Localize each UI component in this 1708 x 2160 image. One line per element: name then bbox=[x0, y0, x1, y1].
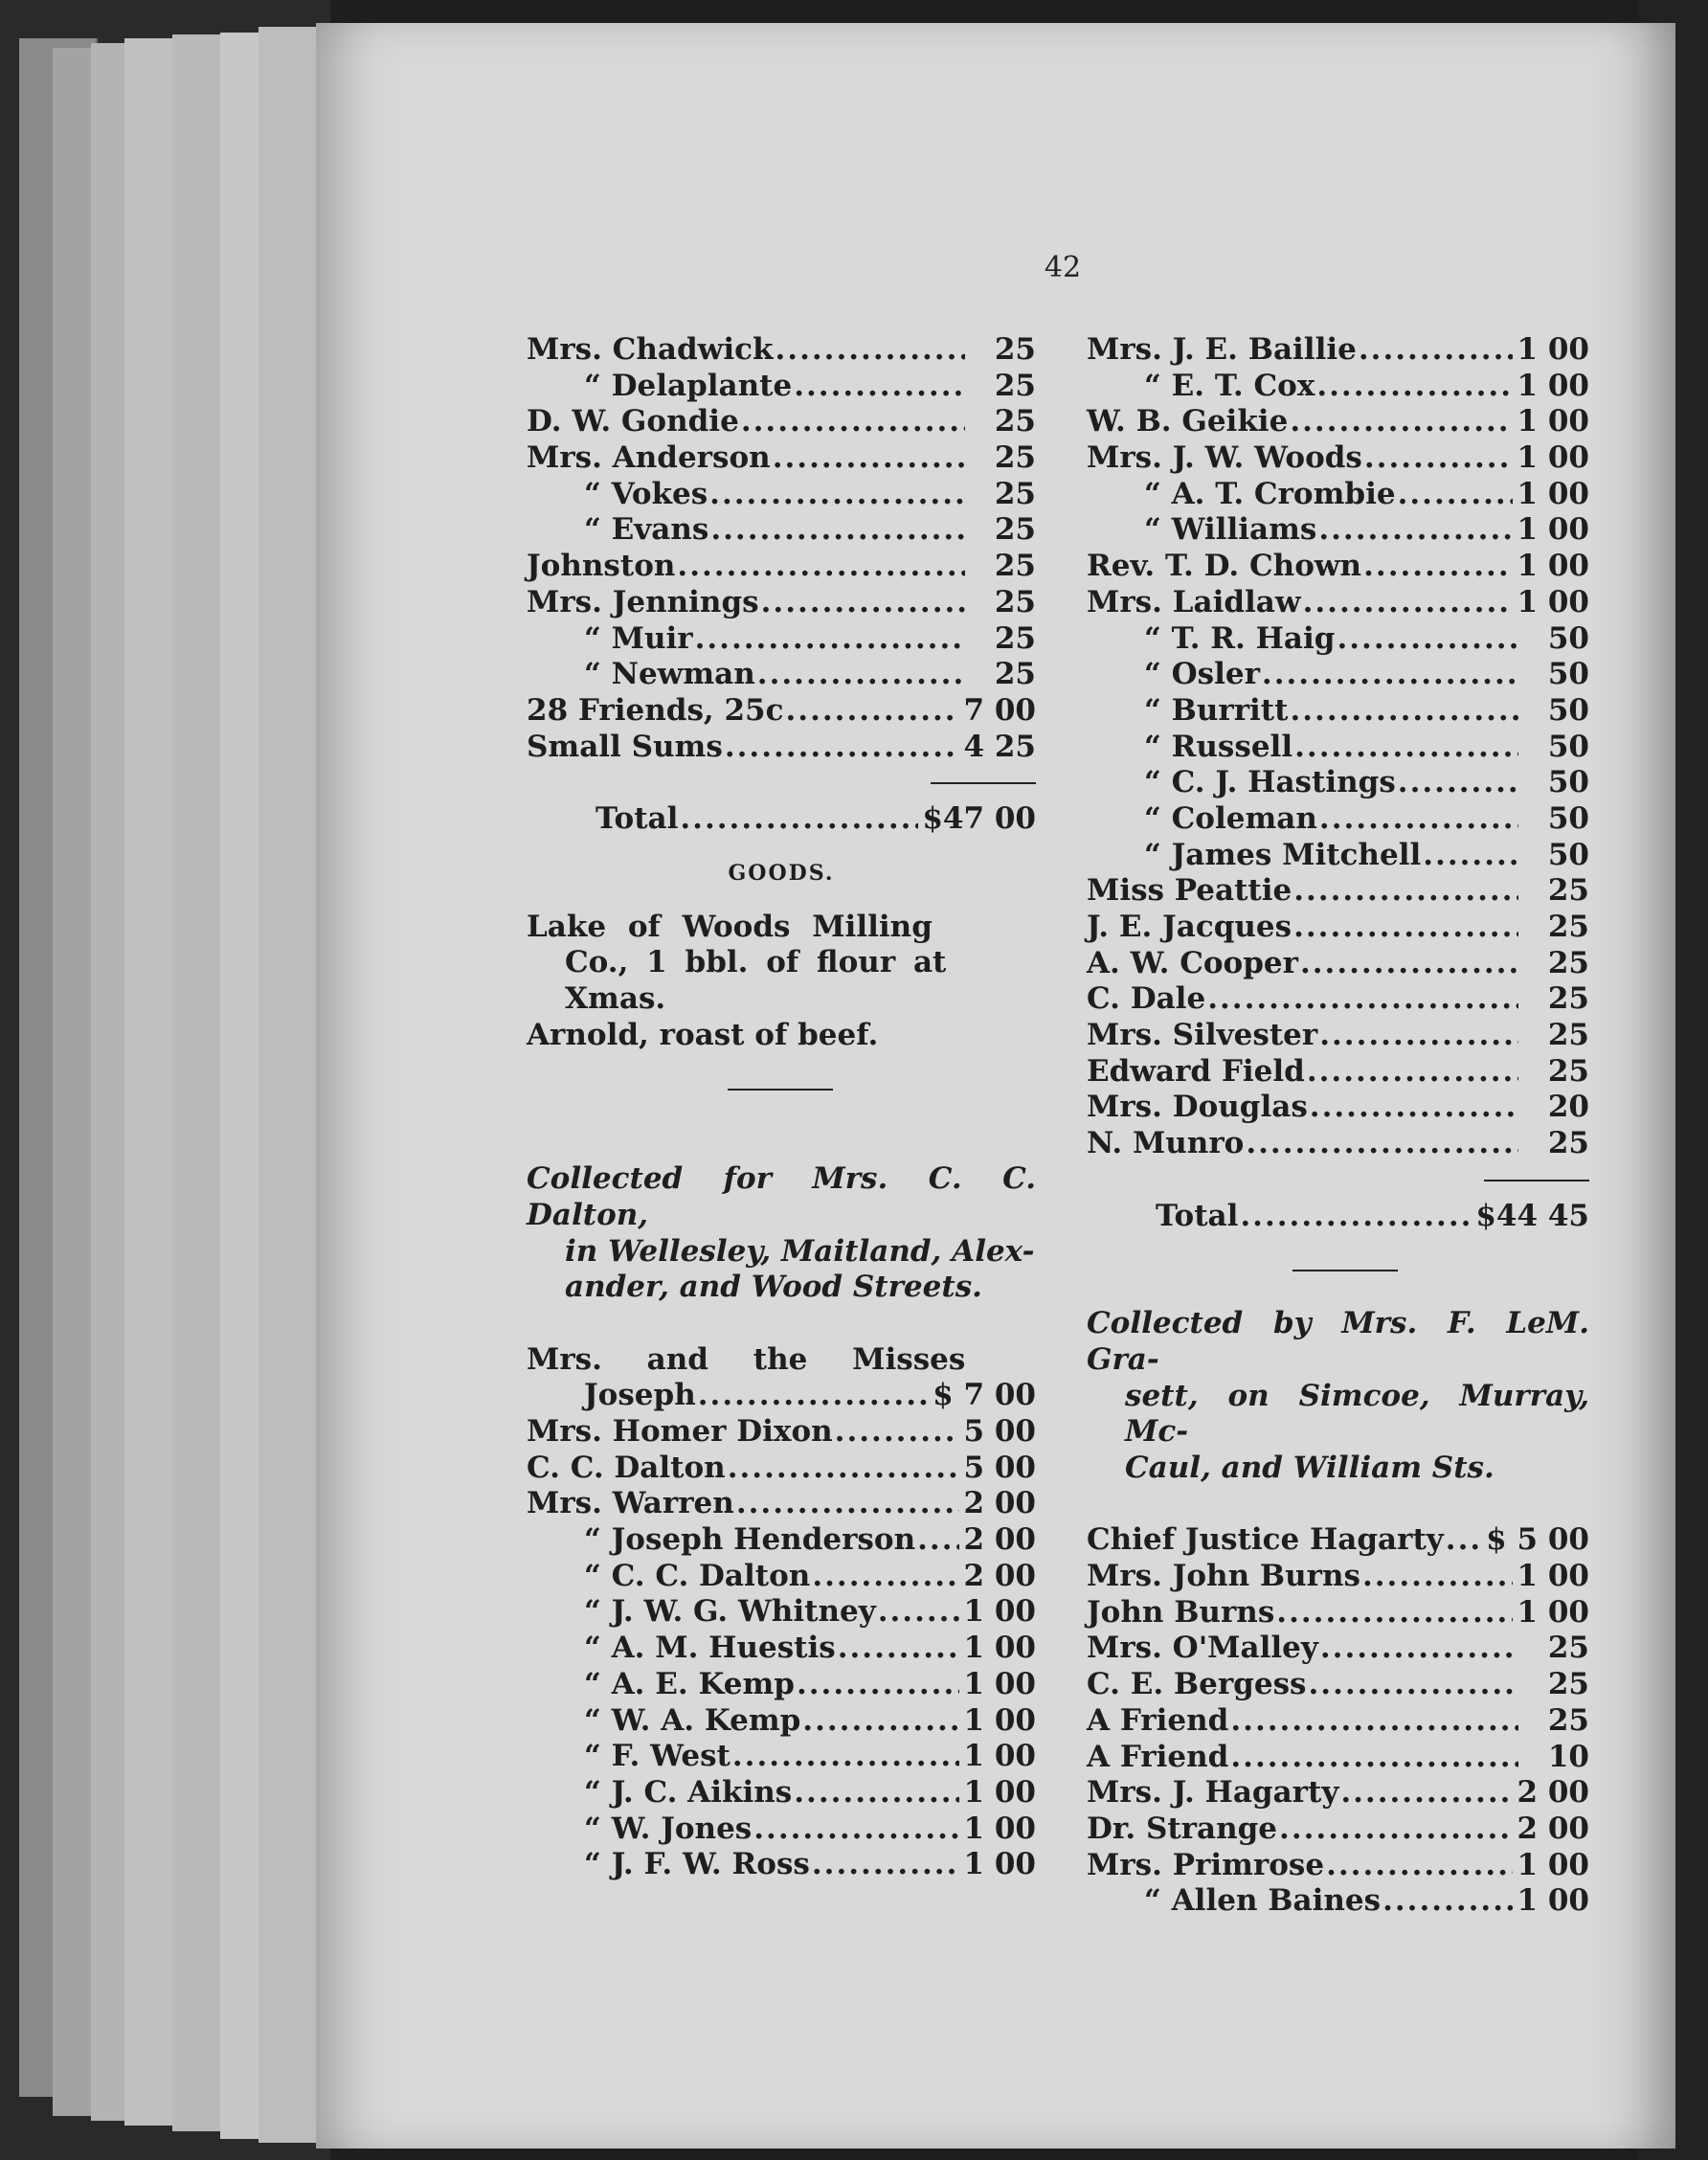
donation-amount: 25 bbox=[994, 549, 1036, 584]
donor-name: “ J. C. Aikins bbox=[584, 1774, 793, 1810]
donor-name: “ James Mitchell bbox=[1144, 837, 1422, 872]
total-rule bbox=[527, 765, 1036, 801]
donor-name: “ Evans bbox=[584, 512, 709, 548]
left-donor-list-1 bbox=[527, 332, 1036, 765]
leader-dots bbox=[677, 549, 965, 585]
leader-dots bbox=[1307, 1054, 1518, 1091]
donor-row bbox=[1087, 477, 1589, 513]
donation-amount: 1 00 bbox=[1517, 1847, 1589, 1882]
donation-amount: $ 5 00 bbox=[1486, 1522, 1589, 1558]
donor-row bbox=[527, 1414, 1036, 1451]
right-donor-list-2 bbox=[1087, 1522, 1589, 1920]
donor-name: “ A. T. Crombie bbox=[1144, 476, 1396, 511]
leader-dots bbox=[1293, 873, 1518, 910]
donor-name: N. Munro bbox=[1087, 1126, 1245, 1161]
donor-name: Mrs. Primrose bbox=[1087, 1847, 1325, 1882]
donation-amount: 25 bbox=[1547, 910, 1589, 944]
leader-dots bbox=[1340, 1775, 1513, 1811]
donor-name: Joseph bbox=[584, 1378, 696, 1413]
leader-dots bbox=[1293, 910, 1518, 946]
donor-name: “ F. West bbox=[584, 1739, 730, 1774]
donor-name: W. B. Geikie bbox=[1087, 404, 1289, 439]
donation-amount: 2 00 bbox=[963, 1522, 1036, 1558]
donation-amount: 10 bbox=[1547, 1739, 1589, 1774]
goods-line: Xmas. bbox=[565, 981, 666, 1017]
donor-row bbox=[1087, 1775, 1589, 1811]
total-amount: $44 45 bbox=[1475, 1198, 1589, 1233]
section-divider bbox=[527, 1053, 1036, 1125]
left-column bbox=[527, 332, 1036, 1883]
donor-name: Mrs. John Burns bbox=[1087, 1559, 1360, 1594]
donation-amount: 1 00 bbox=[1517, 440, 1589, 476]
donor-name: Rev. T. D. Chown bbox=[1087, 549, 1362, 584]
leader-dots bbox=[812, 1559, 959, 1595]
donor-row bbox=[1087, 910, 1589, 946]
heading-line: ander, and Wood Streets. bbox=[565, 1270, 982, 1305]
leader-dots bbox=[741, 404, 965, 440]
leader-dots bbox=[1362, 1559, 1514, 1595]
leader-dots bbox=[1316, 369, 1513, 405]
donor-name: “ W. Jones bbox=[584, 1811, 753, 1846]
leader-dots bbox=[695, 621, 965, 658]
leader-dots bbox=[736, 1486, 960, 1522]
leader-dots bbox=[794, 369, 965, 405]
donation-amount: 5 00 bbox=[963, 1450, 1036, 1485]
donor-row bbox=[527, 1739, 1036, 1775]
donor-name: “ A. E. Kemp bbox=[584, 1666, 795, 1701]
leader-dots bbox=[728, 1451, 960, 1487]
donor-row bbox=[527, 621, 1036, 658]
right-donor-list-1 bbox=[1087, 332, 1589, 1162]
leader-dots bbox=[1294, 730, 1518, 766]
total-label: Total bbox=[596, 800, 679, 836]
donor-row bbox=[1087, 1054, 1589, 1091]
left-donor-list-2 bbox=[527, 1378, 1036, 1883]
donor-name: “ Osler bbox=[1144, 657, 1260, 692]
donor-row bbox=[1087, 1667, 1589, 1703]
leader-dots bbox=[709, 477, 965, 513]
donation-amount: 25 bbox=[1547, 1631, 1589, 1666]
donor-name: A Friend bbox=[1087, 1702, 1229, 1738]
donor-row bbox=[1087, 946, 1589, 982]
donation-amount: 4 25 bbox=[963, 729, 1036, 764]
donor-name: C. E. Bergess bbox=[1087, 1667, 1307, 1702]
leader-dots bbox=[775, 332, 965, 369]
heading-line: sett, on Simcoe, Murray, Mc- bbox=[1125, 1378, 1589, 1450]
donation-amount: 25 bbox=[1547, 1667, 1589, 1702]
leader-dots bbox=[1359, 332, 1514, 369]
section-divider bbox=[1087, 1234, 1589, 1306]
donor-row bbox=[527, 404, 1036, 440]
leader-dots bbox=[878, 1594, 960, 1631]
leader-dots bbox=[698, 1378, 929, 1414]
heading-line: Collected for Mrs. C. C. Dalton, bbox=[527, 1161, 1036, 1232]
leader-dots bbox=[773, 440, 965, 477]
donation-amount: 1 00 bbox=[1517, 584, 1589, 619]
donation-amount: 1 00 bbox=[963, 1631, 1036, 1666]
donor-row bbox=[1087, 1018, 1589, 1054]
donor-row bbox=[1087, 1126, 1589, 1162]
leader-dots bbox=[1446, 1522, 1482, 1559]
donor-row bbox=[1087, 1522, 1589, 1559]
donor-row bbox=[527, 1594, 1036, 1631]
donor-row bbox=[527, 332, 1036, 369]
donor-name: Mrs. J. Hagarty bbox=[1087, 1775, 1339, 1811]
donation-amount: 25 bbox=[994, 476, 1036, 511]
donor-row bbox=[1087, 838, 1589, 874]
donor-name: “ C. J. Hastings bbox=[1144, 765, 1396, 800]
donor-name: Chief Justice Hagarty bbox=[1087, 1522, 1444, 1558]
donor-row bbox=[1087, 981, 1589, 1018]
donation-amount: 1 00 bbox=[963, 1774, 1036, 1810]
donor-row bbox=[527, 1451, 1036, 1487]
donation-amount: 5 00 bbox=[963, 1414, 1036, 1449]
donation-amount: 25 bbox=[994, 332, 1036, 367]
donor-name: Mrs. Laidlaw bbox=[1087, 584, 1301, 619]
donor-row bbox=[1087, 332, 1589, 369]
donation-amount: 50 bbox=[1547, 620, 1589, 656]
donor-name: “ Muir bbox=[584, 620, 693, 656]
donor-name: “ E. T. Cox bbox=[1144, 368, 1315, 403]
donation-amount: 2 00 bbox=[1517, 1811, 1589, 1846]
donor-row bbox=[527, 1631, 1036, 1667]
donor-row bbox=[527, 1559, 1036, 1595]
total-label: Total bbox=[1156, 1198, 1239, 1233]
leader-dots bbox=[917, 1522, 959, 1559]
leader-dots bbox=[1230, 1703, 1518, 1740]
donor-row bbox=[1087, 512, 1589, 549]
leader-dots bbox=[1398, 477, 1514, 513]
donation-amount: 1 00 bbox=[1517, 1883, 1589, 1919]
donation-amount: 25 bbox=[994, 512, 1036, 548]
leader-dots bbox=[761, 585, 965, 621]
donation-amount: 2 00 bbox=[1517, 1775, 1589, 1811]
donation-amount: 1 00 bbox=[1517, 1594, 1589, 1630]
donation-amount: 50 bbox=[1547, 692, 1589, 728]
donor-row bbox=[527, 693, 1036, 730]
page-number: 42 bbox=[1044, 251, 1082, 284]
donor-row bbox=[527, 549, 1036, 585]
donor-row bbox=[527, 657, 1036, 693]
donor-name: Mrs. J. W. Woods bbox=[1087, 440, 1362, 476]
donation-amount: $ 7 00 bbox=[933, 1378, 1036, 1413]
right-column bbox=[1087, 332, 1589, 1920]
leader-dots bbox=[786, 693, 960, 730]
donor-row bbox=[527, 1486, 1036, 1522]
donation-amount: 1 00 bbox=[1517, 332, 1589, 367]
donor-row bbox=[527, 730, 1036, 766]
donor-name: Dr. Strange bbox=[1087, 1811, 1278, 1846]
donation-amount: 25 bbox=[994, 368, 1036, 403]
goods-heading: GOODS. bbox=[728, 860, 835, 886]
donor-name: Mrs. Anderson bbox=[527, 440, 771, 476]
donor-name: Miss Peattie bbox=[1087, 873, 1292, 909]
donor-name: Mrs. J. E. Baillie bbox=[1087, 332, 1357, 367]
donation-amount: 1 00 bbox=[963, 1811, 1036, 1846]
donor-name: “ T. R. Haig bbox=[1144, 620, 1336, 656]
leader-dots bbox=[802, 1703, 959, 1740]
donor-row bbox=[1087, 440, 1589, 477]
goods-entry-beef: Arnold, roast of beef. bbox=[527, 1017, 879, 1052]
donor-row bbox=[1087, 873, 1589, 910]
donation-amount: 1 00 bbox=[1517, 512, 1589, 548]
donor-name: “ C. C. Dalton bbox=[584, 1558, 811, 1593]
donor-name: “ Vokes bbox=[584, 476, 708, 511]
donation-amount: 1 00 bbox=[963, 1739, 1036, 1774]
donation-amount: 25 bbox=[994, 657, 1036, 692]
donation-amount: 7 00 bbox=[963, 692, 1036, 728]
leader-dots bbox=[1262, 657, 1518, 693]
donor-row bbox=[1087, 1883, 1589, 1920]
donor-name: 28 Friends, 25c bbox=[527, 692, 784, 728]
donor-row bbox=[527, 1703, 1036, 1740]
donation-amount: 50 bbox=[1547, 765, 1589, 800]
leader-dots bbox=[1300, 946, 1518, 982]
leader-dots bbox=[1318, 512, 1513, 549]
donor-row bbox=[527, 1811, 1036, 1848]
leader-dots bbox=[1246, 1126, 1518, 1162]
donor-row bbox=[1087, 765, 1589, 801]
donation-amount: 25 bbox=[1547, 873, 1589, 909]
leader-dots bbox=[1290, 693, 1518, 730]
leader-dots bbox=[1310, 1090, 1518, 1126]
donor-row bbox=[1087, 404, 1589, 440]
donor-name: “ Coleman bbox=[1144, 800, 1317, 836]
collected-heading-grasett bbox=[1087, 1306, 1589, 1487]
donor-name: Small Sums bbox=[527, 729, 723, 764]
heading-line: Caul, and William Sts. bbox=[1125, 1451, 1494, 1485]
donation-amount: 50 bbox=[1547, 657, 1589, 692]
leader-dots bbox=[1319, 801, 1518, 838]
donation-amount: 25 bbox=[994, 584, 1036, 619]
leader-dots bbox=[1423, 838, 1518, 874]
donation-amount: 1 00 bbox=[963, 1702, 1036, 1738]
donation-amount: 1 00 bbox=[963, 1847, 1036, 1882]
leader-dots bbox=[1363, 549, 1513, 585]
leader-dots bbox=[1303, 585, 1514, 621]
donor-name: “ Russell bbox=[1144, 729, 1293, 764]
leader-dots bbox=[1320, 1631, 1518, 1667]
donation-amount: 25 bbox=[1547, 945, 1589, 980]
leader-dots bbox=[1207, 981, 1518, 1018]
donor-name: “ Burritt bbox=[1144, 692, 1289, 728]
donor-name: J. E. Jacques bbox=[1087, 910, 1292, 944]
leader-dots bbox=[1382, 1883, 1513, 1920]
donation-amount: 25 bbox=[994, 620, 1036, 656]
total-rule bbox=[1087, 1162, 1589, 1199]
leader-dots bbox=[1230, 1740, 1518, 1776]
donor-name: Mrs. Warren bbox=[527, 1486, 734, 1521]
donation-amount: 25 bbox=[1547, 1018, 1589, 1053]
donation-amount: 50 bbox=[1547, 729, 1589, 764]
donor-row bbox=[527, 585, 1036, 621]
leader-dots bbox=[1290, 404, 1513, 440]
heading-line: in Wellesley, Maitland, Alex- bbox=[565, 1233, 1035, 1269]
donation-amount: 2 00 bbox=[963, 1558, 1036, 1593]
donation-amount: 25 bbox=[1547, 981, 1589, 1017]
donor-name: “ Newman bbox=[584, 657, 755, 692]
donation-amount: 1 00 bbox=[1517, 1559, 1589, 1594]
donor-row bbox=[527, 1667, 1036, 1703]
donor-row bbox=[1087, 657, 1589, 693]
left-total-row bbox=[527, 801, 1036, 838]
leader-dots bbox=[1276, 1595, 1513, 1631]
collected-heading-dalton bbox=[527, 1161, 1036, 1306]
leader-dots bbox=[710, 512, 965, 549]
donor-name: Johnston bbox=[527, 549, 676, 584]
donation-amount: 50 bbox=[1547, 800, 1589, 836]
leader-dots bbox=[1326, 1848, 1513, 1884]
donor-name: “ Delaplante bbox=[584, 368, 793, 403]
donor-row bbox=[1087, 1811, 1589, 1848]
donation-amount: 1 00 bbox=[1517, 368, 1589, 403]
donor-row bbox=[527, 477, 1036, 513]
entry-name: Mrs. and the Misses bbox=[527, 1341, 966, 1377]
donor-row bbox=[1087, 801, 1589, 838]
leader-dots bbox=[757, 657, 965, 693]
donor-row bbox=[1087, 1848, 1589, 1884]
donation-amount: 25 bbox=[1547, 1702, 1589, 1738]
donor-name: “ J. F. W. Ross bbox=[584, 1847, 810, 1882]
donor-row bbox=[527, 512, 1036, 549]
leader-dots bbox=[732, 1739, 960, 1775]
goods-line: Lake of Woods Milling bbox=[527, 909, 933, 944]
donation-amount: 2 00 bbox=[963, 1486, 1036, 1521]
donor-name: Mrs. Homer Dixon bbox=[527, 1414, 833, 1449]
donor-row bbox=[1087, 369, 1589, 405]
donor-row bbox=[1087, 693, 1589, 730]
donor-name: Edward Field bbox=[1087, 1053, 1305, 1089]
donor-name: Mrs. Silvester bbox=[1087, 1018, 1318, 1053]
donor-name: “ W. A. Kemp bbox=[584, 1702, 801, 1738]
donor-row bbox=[1087, 1595, 1589, 1631]
donor-row bbox=[527, 1522, 1036, 1559]
leader-dots bbox=[794, 1775, 959, 1811]
leader-dots bbox=[1319, 1018, 1518, 1054]
donation-amount: 25 bbox=[1547, 1126, 1589, 1161]
donor-row bbox=[1087, 1559, 1589, 1595]
donor-row bbox=[527, 1378, 1036, 1414]
donor-row bbox=[1087, 1631, 1589, 1667]
donor-name: Mrs. O'Malley bbox=[1087, 1631, 1318, 1666]
leader-dots bbox=[1364, 440, 1514, 477]
donor-row bbox=[1087, 585, 1589, 621]
donor-name: “ Joseph Henderson bbox=[584, 1522, 916, 1558]
donor-row bbox=[527, 1775, 1036, 1811]
leader-dots bbox=[1337, 621, 1518, 658]
donor-name: Mrs. Chadwick bbox=[527, 332, 774, 367]
donor-row bbox=[527, 1847, 1036, 1883]
donor-name: John Burns bbox=[1087, 1594, 1275, 1630]
donation-amount: 1 00 bbox=[963, 1594, 1036, 1630]
donation-amount: 25 bbox=[1547, 1053, 1589, 1089]
leader-dots bbox=[797, 1667, 960, 1703]
donor-name: “ Williams bbox=[1144, 512, 1317, 548]
donor-row bbox=[527, 440, 1036, 477]
donation-amount: 1 00 bbox=[1517, 404, 1589, 439]
donor-name: Mrs. Jennings bbox=[527, 584, 759, 619]
leader-dots bbox=[1398, 765, 1518, 801]
leader-dots bbox=[1309, 1667, 1519, 1703]
donor-row bbox=[1087, 621, 1589, 658]
book-page-edges bbox=[0, 0, 330, 2160]
leader-dots bbox=[838, 1631, 960, 1667]
total-amount: $47 00 bbox=[922, 800, 1036, 836]
leader-dots bbox=[1279, 1811, 1513, 1848]
donor-row bbox=[1087, 730, 1589, 766]
donor-row bbox=[527, 369, 1036, 405]
donation-amount: 25 bbox=[994, 440, 1036, 476]
donation-amount: 1 00 bbox=[1517, 549, 1589, 584]
donor-name: C. Dale bbox=[1087, 981, 1206, 1017]
donor-row bbox=[1087, 1740, 1589, 1776]
donor-name: A Friend bbox=[1087, 1739, 1229, 1774]
heading-line: Collected by Mrs. F. LeM. Gra- bbox=[1087, 1306, 1589, 1377]
leader-dots bbox=[835, 1414, 960, 1451]
donor-name: D. W. Gondie bbox=[527, 404, 739, 439]
donation-amount: 1 00 bbox=[1517, 476, 1589, 511]
donor-name: “ J. W. G. Whitney bbox=[584, 1594, 876, 1630]
donor-row bbox=[1087, 549, 1589, 585]
donor-name: A. W. Cooper bbox=[1087, 945, 1298, 980]
donor-row bbox=[1087, 1090, 1589, 1126]
leader-dots bbox=[753, 1811, 959, 1848]
goods-entry-flour bbox=[527, 910, 1036, 1018]
leader-dots bbox=[680, 801, 918, 838]
donor-name: Mrs. Douglas bbox=[1087, 1090, 1308, 1125]
donor-name: “ A. M. Huestis bbox=[584, 1631, 836, 1666]
leader-dots bbox=[812, 1847, 960, 1883]
donation-amount: 1 00 bbox=[963, 1666, 1036, 1701]
donor-row bbox=[1087, 1703, 1589, 1740]
donation-amount: 20 bbox=[1547, 1090, 1589, 1125]
leader-dots bbox=[1240, 1199, 1472, 1235]
donor-name: “ Allen Baines bbox=[1144, 1883, 1382, 1919]
right-total-row bbox=[1087, 1199, 1589, 1235]
donor-name: C. C. Dalton bbox=[527, 1450, 726, 1485]
goods-line: Co., 1 bbl. of flour at bbox=[565, 945, 947, 980]
donation-amount: 50 bbox=[1547, 837, 1589, 872]
donation-amount: 25 bbox=[994, 404, 1036, 439]
leader-dots bbox=[725, 730, 960, 766]
misses-line bbox=[527, 1342, 1036, 1379]
